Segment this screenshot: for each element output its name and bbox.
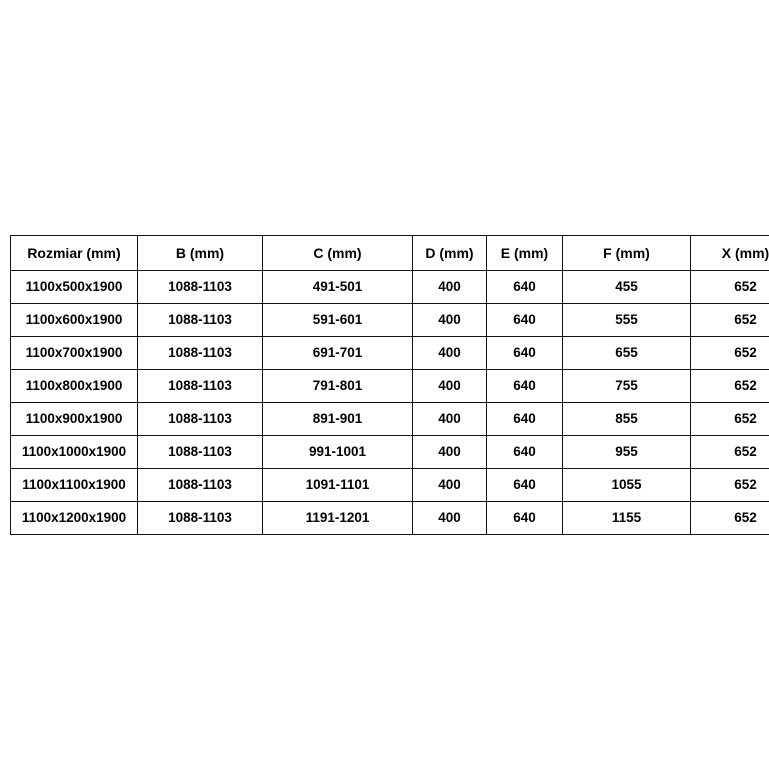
cell-c: 691-701 [263,337,413,370]
cell-d: 400 [413,403,487,436]
cell-f: 755 [563,370,691,403]
column-header-rozmiar: Rozmiar (mm) [11,236,138,271]
cell-b: 1088-1103 [138,469,263,502]
cell-c: 791-801 [263,370,413,403]
column-header-e: E (mm) [487,236,563,271]
cell-c: 591-601 [263,304,413,337]
cell-d: 400 [413,271,487,304]
cell-rozmiar: 1100x1100x1900 [11,469,138,502]
table-row [11,337,769,370]
cell-b: 1088-1103 [138,370,263,403]
cell-f: 1155 [563,502,691,535]
cell-d: 400 [413,469,487,502]
table-header [11,236,769,271]
cell-x: 652 [691,469,769,502]
cell-x: 652 [691,436,769,469]
cell-rozmiar: 1100x900x1900 [11,403,138,436]
cell-x: 652 [691,337,769,370]
cell-e: 640 [487,403,563,436]
cell-e: 640 [487,436,563,469]
cell-c: 991-1001 [263,436,413,469]
cell-x: 652 [691,403,769,436]
cell-rozmiar: 1100x1000x1900 [11,436,138,469]
cell-c: 1091-1101 [263,469,413,502]
size-table-container [10,235,769,535]
cell-rozmiar: 1100x1200x1900 [11,502,138,535]
cell-d: 400 [413,304,487,337]
table-row [11,370,769,403]
column-header-b: B (mm) [138,236,263,271]
cell-b: 1088-1103 [138,271,263,304]
size-table [10,235,769,535]
cell-x: 652 [691,271,769,304]
cell-d: 400 [413,502,487,535]
table-row [11,271,769,304]
cell-f: 955 [563,436,691,469]
cell-x: 652 [691,304,769,337]
cell-b: 1088-1103 [138,436,263,469]
cell-d: 400 [413,337,487,370]
cell-f: 455 [563,271,691,304]
table-row [11,436,769,469]
cell-d: 400 [413,370,487,403]
cell-b: 1088-1103 [138,337,263,370]
cell-rozmiar: 1100x800x1900 [11,370,138,403]
cell-x: 652 [691,502,769,535]
table-row [11,502,769,535]
cell-f: 855 [563,403,691,436]
cell-c: 1191-1201 [263,502,413,535]
cell-e: 640 [487,304,563,337]
cell-b: 1088-1103 [138,403,263,436]
cell-e: 640 [487,271,563,304]
cell-b: 1088-1103 [138,304,263,337]
cell-e: 640 [487,370,563,403]
cell-c: 491-501 [263,271,413,304]
cell-d: 400 [413,436,487,469]
table-row [11,403,769,436]
cell-rozmiar: 1100x500x1900 [11,271,138,304]
table-row [11,469,769,502]
column-header-f: F (mm) [563,236,691,271]
cell-rozmiar: 1100x700x1900 [11,337,138,370]
cell-e: 640 [487,502,563,535]
cell-e: 640 [487,337,563,370]
cell-x: 652 [691,370,769,403]
cell-rozmiar: 1100x600x1900 [11,304,138,337]
table-header-row [11,236,769,271]
cell-f: 555 [563,304,691,337]
table-row [11,304,769,337]
cell-f: 655 [563,337,691,370]
column-header-x: X (mm) [691,236,769,271]
cell-b: 1088-1103 [138,502,263,535]
cell-f: 1055 [563,469,691,502]
cell-c: 891-901 [263,403,413,436]
cell-e: 640 [487,469,563,502]
table-body [11,271,769,535]
column-header-c: C (mm) [263,236,413,271]
column-header-d: D (mm) [413,236,487,271]
